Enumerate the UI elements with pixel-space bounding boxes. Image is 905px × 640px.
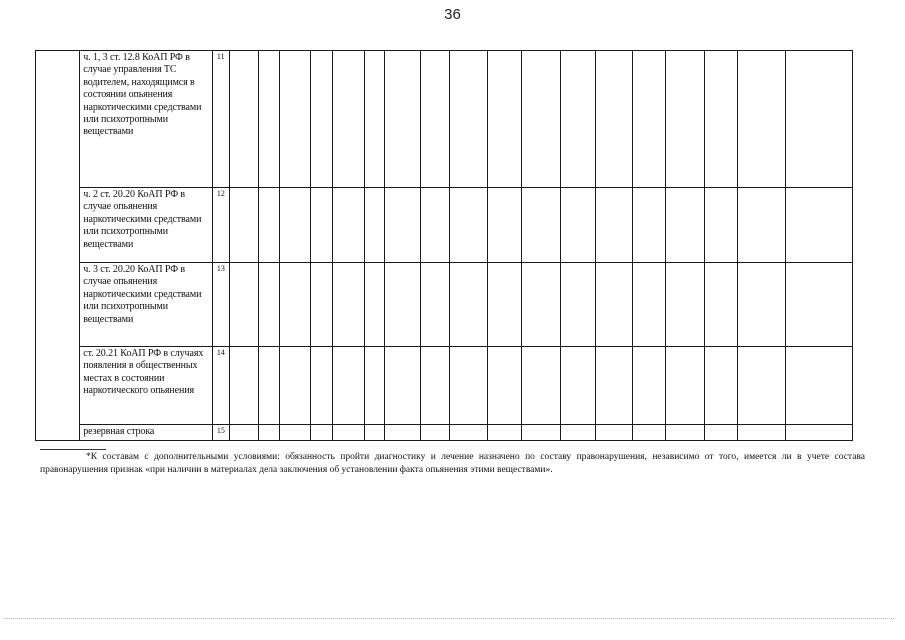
table-cell xyxy=(384,51,421,188)
table-cell xyxy=(487,263,522,347)
table-cell xyxy=(450,188,488,263)
table-cell xyxy=(522,425,560,441)
table-cell xyxy=(596,263,633,347)
table-cell xyxy=(311,425,332,441)
table-cell xyxy=(279,51,311,188)
table-cell xyxy=(704,263,737,347)
table-cell xyxy=(421,425,450,441)
table-cell xyxy=(666,263,704,347)
table-cell xyxy=(632,188,666,263)
table-cell xyxy=(704,51,737,188)
table-cell xyxy=(421,347,450,425)
table-cell xyxy=(487,425,522,441)
table-cell xyxy=(487,51,522,188)
table-cell xyxy=(522,51,560,188)
table-cell xyxy=(785,263,852,347)
table-cell xyxy=(596,188,633,263)
table-cell xyxy=(311,263,332,347)
page-number: 36 xyxy=(444,6,461,23)
table-cell xyxy=(450,347,488,425)
table-cell xyxy=(522,347,560,425)
table-row xyxy=(36,188,905,263)
row-number: 15 xyxy=(212,425,229,441)
table-cell xyxy=(522,188,560,263)
table-cell xyxy=(632,263,666,347)
row-number: 11 xyxy=(212,51,229,188)
table-cell xyxy=(737,347,785,425)
table-row xyxy=(36,425,905,441)
row-label: ч. 2 ст. 20.20 КоАП РФ в случае опьянения наркотическими средствами или психотропными веществами xyxy=(80,188,213,263)
table-cell xyxy=(450,425,488,441)
table-cell xyxy=(666,425,704,441)
table-cell xyxy=(632,425,666,441)
row-number: 12 xyxy=(212,188,229,263)
table-cell xyxy=(522,263,560,347)
footnote-text: *К составам с дополнительными условиями: обязанность пройти диагностику и лечение назначено по составу правонарушения, независимо от того, имеется ли в учете состава правонарушения признак «при наличии в материалах дела заключения об установлении факта опьянения этими веществами». xyxy=(40,452,865,475)
group-cell xyxy=(36,51,80,441)
table-cell xyxy=(785,425,852,441)
table-cell xyxy=(365,188,384,263)
table-cell xyxy=(384,347,421,425)
table-row xyxy=(36,51,905,188)
table-cell xyxy=(666,347,704,425)
row-number: 14 xyxy=(212,347,229,425)
table-row xyxy=(36,263,905,347)
table-cell xyxy=(632,51,666,188)
table-cell xyxy=(560,425,596,441)
table-cell xyxy=(258,263,279,347)
table-cell xyxy=(332,347,365,425)
table-cell xyxy=(332,425,365,441)
table-cell xyxy=(704,347,737,425)
table-cell xyxy=(487,188,522,263)
table-cell xyxy=(785,51,852,188)
table-cell xyxy=(421,188,450,263)
table-cell xyxy=(421,51,450,188)
row-number: 13 xyxy=(212,263,229,347)
table-row xyxy=(36,347,905,425)
table-cell xyxy=(332,263,365,347)
table-cell xyxy=(450,51,488,188)
table-cell xyxy=(560,263,596,347)
row-label: ст. 20.21 КоАП РФ в случаях появления в общественных местах в состоянии наркотического опьянения xyxy=(80,347,213,425)
table-cell xyxy=(384,425,421,441)
table-cell xyxy=(737,51,785,188)
table-cell xyxy=(560,51,596,188)
table-cell xyxy=(311,347,332,425)
table-cell xyxy=(258,425,279,441)
table-cell xyxy=(332,51,365,188)
table-cell xyxy=(560,347,596,425)
table-cell xyxy=(737,263,785,347)
row-label: резервная строка xyxy=(80,425,213,441)
table-cell xyxy=(704,425,737,441)
scan-edge-line xyxy=(4,618,894,619)
table-cell xyxy=(279,347,311,425)
table-cell xyxy=(229,51,258,188)
table-cell xyxy=(229,188,258,263)
table-cell xyxy=(596,51,633,188)
table-cell xyxy=(365,347,384,425)
table-cell xyxy=(258,188,279,263)
table-cell xyxy=(487,347,522,425)
table-cell xyxy=(785,188,852,263)
statistics-table xyxy=(35,50,905,441)
footnote-separator xyxy=(40,449,106,450)
table-cell xyxy=(737,188,785,263)
table-cell xyxy=(596,347,633,425)
table-cell xyxy=(279,425,311,441)
table-cell xyxy=(258,347,279,425)
table-cell xyxy=(311,51,332,188)
table-cell xyxy=(229,263,258,347)
table-cell xyxy=(704,188,737,263)
table-cell xyxy=(450,263,488,347)
table-cell xyxy=(332,188,365,263)
table-cell xyxy=(365,425,384,441)
table-cell xyxy=(229,425,258,441)
table-cell xyxy=(596,425,633,441)
table-cell xyxy=(560,188,596,263)
table-cell xyxy=(421,263,450,347)
table-cell xyxy=(632,347,666,425)
table-cell xyxy=(785,347,852,425)
table-cell xyxy=(384,263,421,347)
table-cell xyxy=(279,188,311,263)
row-label: ч. 1, 3 ст. 12.8 КоАП РФ в случае управления ТС водителем, находящимся в состоянии опьянения наркотическими средствами или психотропными веществами xyxy=(80,51,213,188)
table-cell xyxy=(384,188,421,263)
table-cell xyxy=(229,347,258,425)
row-label: ч. 3 ст. 20.20 КоАП РФ в случае опьянения наркотическими средствами или психотропными веществами xyxy=(80,263,213,347)
table-cell xyxy=(279,263,311,347)
table-cell xyxy=(365,263,384,347)
table-cell xyxy=(666,51,704,188)
table-cell xyxy=(666,188,704,263)
table-cell xyxy=(737,425,785,441)
table-cell xyxy=(365,51,384,188)
table-cell xyxy=(258,51,279,188)
table-cell xyxy=(311,188,332,263)
